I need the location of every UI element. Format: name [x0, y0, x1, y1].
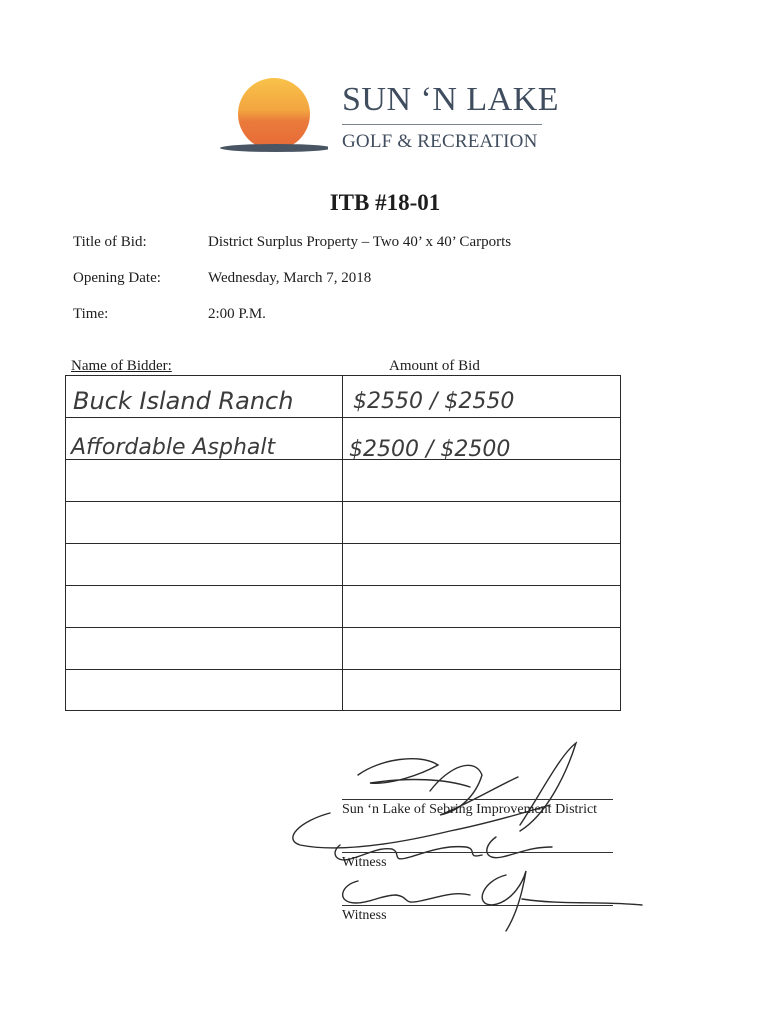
signature-line [342, 905, 613, 906]
table-row-line [65, 543, 621, 544]
table-cell-amount: $2500 / $2500 [349, 437, 511, 462]
table-cell-bidder: Affordable Asphalt [71, 435, 276, 460]
table-cell-bidder: Buck Island Ranch [73, 387, 294, 415]
table-row-line [65, 627, 621, 628]
witness-signature-stroke [482, 871, 526, 931]
table-row-line [65, 375, 621, 376]
witness-label: Witness [342, 855, 387, 870]
table-row-line [65, 417, 621, 418]
table-row-line [65, 501, 621, 502]
title-of-bid-value: District Surplus Property – Two 40’ x 40’ Carports [208, 234, 512, 250]
witness-signature-stroke [487, 837, 552, 858]
time-value: 2:00 P.M. [208, 306, 266, 322]
time-label: Time: [73, 306, 109, 322]
bid-table [65, 375, 621, 711]
title-of-bid-label: Title of Bid: [73, 234, 147, 250]
amount-column-header: Amount of Bid [389, 358, 480, 374]
opening-date-value: Wednesday, March 7, 2018 [208, 270, 372, 286]
signature-line [342, 799, 613, 800]
brand-divider [342, 124, 542, 125]
brand-logo [218, 78, 560, 158]
table-row-line [65, 585, 621, 586]
opening-date-label: Opening Date: [73, 270, 161, 286]
sun-logo-icon [218, 78, 328, 158]
district-signature-stroke [358, 759, 470, 787]
table-cell-amount: $2550 / $2550 [353, 389, 515, 414]
table-row-line [65, 669, 621, 670]
document-title: ITB #18-01 [329, 190, 441, 215]
signature-line [342, 852, 613, 853]
witness-label: Witness [342, 908, 387, 923]
district-signature-label: Sun ‘n Lake of Sebring Improvement District [342, 802, 598, 817]
brand-name: SUN ‘N LAKE [342, 81, 560, 118]
table-row-line [65, 710, 621, 711]
bidder-column-header: Name of Bidder: [71, 358, 172, 374]
witness-signature-stroke [343, 881, 470, 903]
brand-subtitle: GOLF & RECREATION [342, 131, 538, 152]
